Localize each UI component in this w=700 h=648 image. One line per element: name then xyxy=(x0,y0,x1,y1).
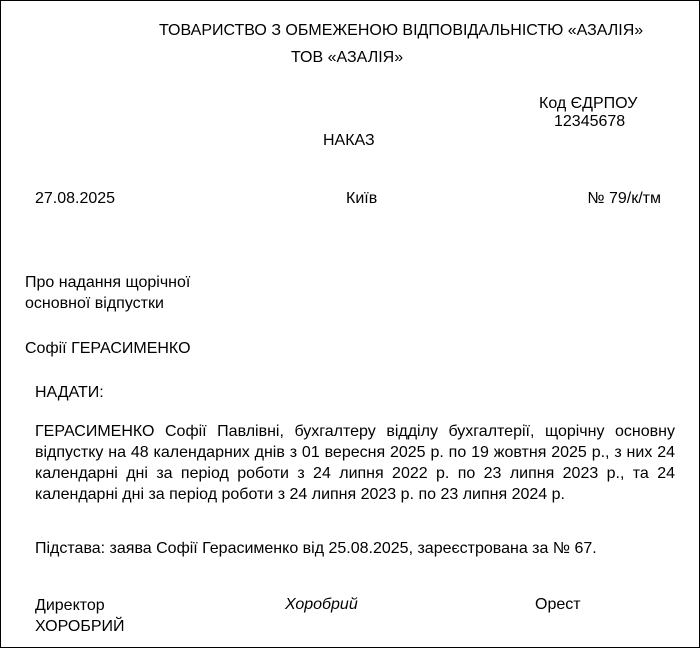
addressee: Софії ГЕРАСИМЕНКО xyxy=(25,340,191,357)
edrpou-value: 12345678 xyxy=(554,113,626,130)
signatory-position: Директор xyxy=(35,597,105,614)
document-title: НАКАЗ xyxy=(323,132,375,149)
signatory-name: Орест xyxy=(535,596,581,613)
order-text: ГЕРАСИМЕНКО Софії Павлівні, бухгалтеру відділу бухгалтерії, щорічну основну відпустку на 48 календарних днів з 01 вересня 2025 р. по 19 жовтня 2025 р., з них 24 календарні дні за період роботи з 24 липня 2022 р. по 23 липня 2023 р., та 24 календарні дні за період роботи з 24 липня 2023 р. по 23 липня 2024 р. xyxy=(35,423,675,503)
signatory-surname: ХОРОБРИЙ xyxy=(35,618,125,635)
handwritten-signature: Хоробрий xyxy=(285,596,358,613)
signatory-block xyxy=(35,595,125,637)
document-city: Київ xyxy=(346,190,378,207)
document-number: № 79/к/тм xyxy=(587,190,661,207)
document-date: 27.08.2025 xyxy=(35,190,116,207)
document-subject: Про надання щорічної основної відпустки xyxy=(25,274,191,312)
organization-short-name: ТОВ «АЗАЛІЯ» xyxy=(291,49,404,66)
order-directive: НАДАТИ: xyxy=(35,384,104,401)
order-basis: Підстава: заява Софії Герасименко від 25.08.2025, зареєстрована за № 67. xyxy=(35,540,597,557)
edrpou-label: Код ЄДРПОУ xyxy=(539,95,638,112)
organization-full-name: ТОВАРИСТВО З ОБМЕЖЕНОЮ ВІДПОВІДАЛЬНІСТЮ «АЗАЛІЯ» xyxy=(159,22,644,39)
